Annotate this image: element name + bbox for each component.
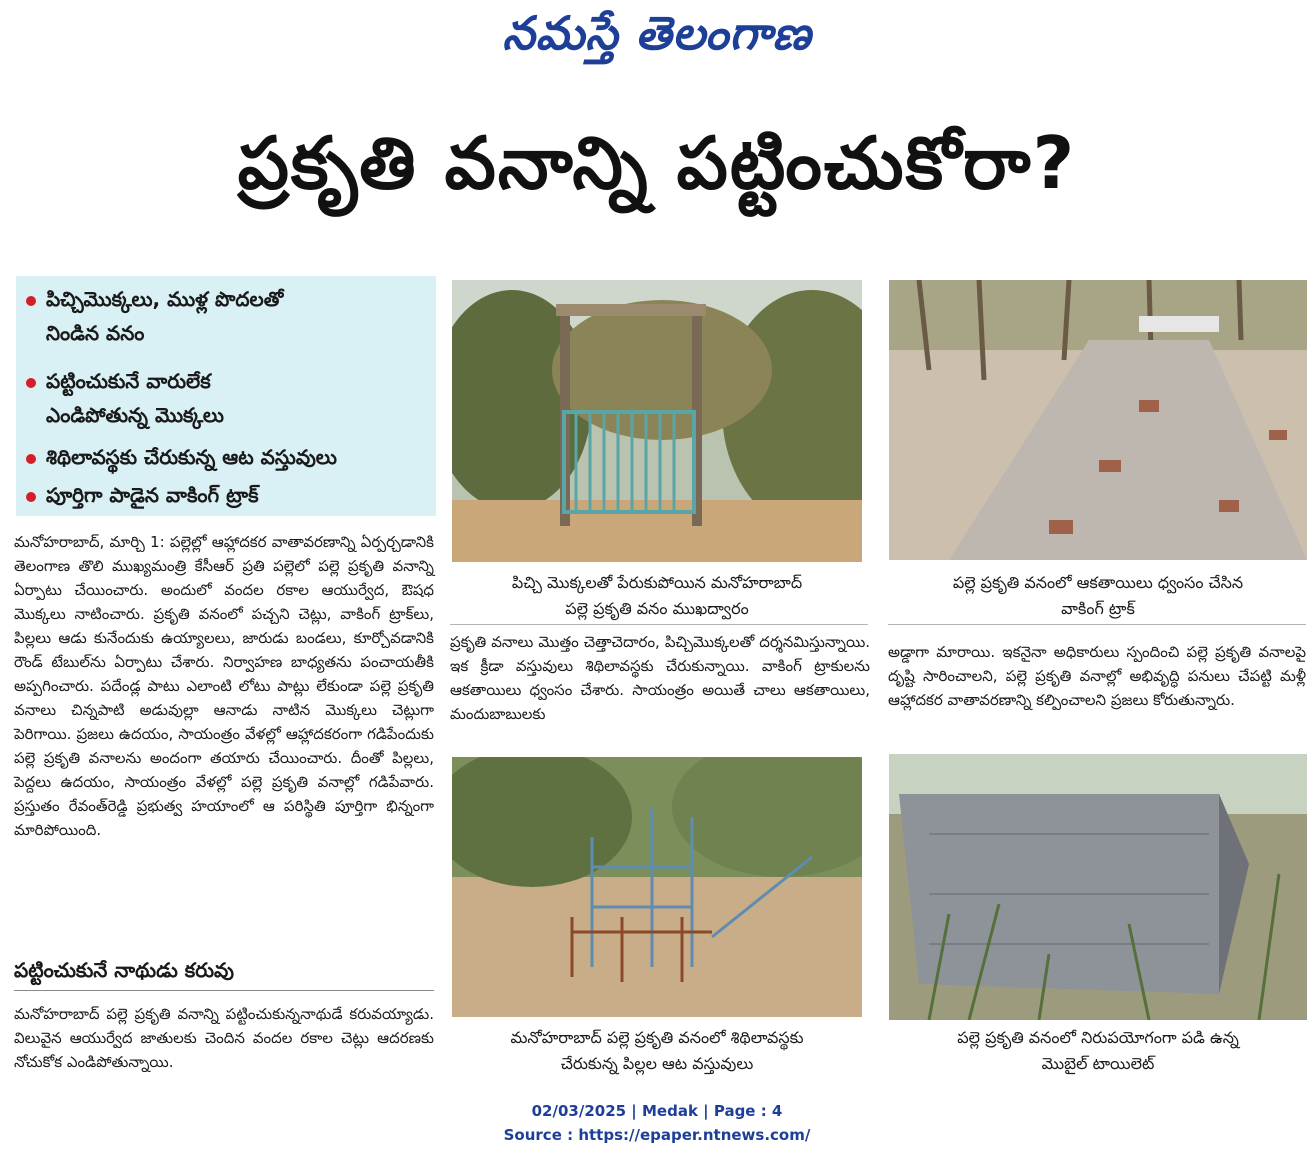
bullet-dot-icon xyxy=(26,296,36,306)
photo-walking-track xyxy=(889,280,1307,560)
article-paragraph: మనోహరాబాద్ పల్లె ప్రకృతి వనాన్ని పట్టించుకున్ననాథుడే కరువయ్యాడు. విలువైన ఆయుర్వేద జాతులకు చెందిన వందల రకాల చెట్లు ఆదరణకు నోచుకోక ఎండిపోతున్నాయి. xyxy=(14,1005,434,1071)
bullet-dot-icon xyxy=(26,454,36,464)
highlights-box xyxy=(16,276,436,516)
playground-photo-image xyxy=(452,757,862,1017)
article-subheading: పట్టించుకునే నాథుడు కరువు xyxy=(14,958,234,982)
column-rule xyxy=(450,624,868,625)
footer-date-line: 02/03/2025 | Medak | Page : 4 xyxy=(531,1102,783,1120)
headline: ప్రకృతి వనాన్ని పట్టించుకోరా? xyxy=(237,121,1077,205)
photo-gate xyxy=(452,280,862,562)
article-paragraph: మనోహరాబాద్, మార్చి 1: పల్లెల్లో ఆహ్లాదకర వాతావరణాన్ని ఏర్పర్చడానికి తెలంగాణ తొలి ముఖ్యమంత్రి కేసీఆర్ ప్రతి పల్లెలో పల్లె ప్రకృతి వనాన్ని ఏర్పాటు చేయించారు. అందులో వందల రకాల ఆయుర్వేద, ఔషధ మొక్కలు నాటించారు. ప్రకృతి వనంలో పచ్చని చెట్లు, వాకింగ్ ట్రాక్‌లు, పిల్లలు ఆడు కునేందుకు ఉయ్యాలలు, జారుడు బండలు, కూర్చోవడానికి రౌండ్ టేబుల్‌ను ఏర్పాటు చేశారు. నిర్వాహణ బాధ్యతను పంచాయతీకి అప్పగించారు. పదేండ్ల పాటు ఎలాంటి లోటు పాట్లు లేకుండా పల్లె ప్రకృతి వనాలు చిన్నపాటి అడువుల్లా ఆనాడు నాటిన మొక్కలు చెట్లుగా పెరిగాయి. ప్రజలు ఉదయం, సాయంత్రం వేళల్లో ఆహ్లాదకరంగా గడిపేందుకు పల్లె ప్రకృతి వనాలను అందంగా తయారు చేయించారు. దీంతో పిల్లలు, పెద్దలు ఉదయం, సాయంత్రం వేళల్లో పల్లె ప్రకృతి వనాల్లో గడిపేవారు. ప్రస్తుతం రేవంత్‌రెడ్డి ప్రభుత్వ హయాంలో ఆ పరిస్థితి పూర్తిగా భిన్నంగా మారిపోయింది. xyxy=(14,533,434,839)
photo-playground xyxy=(452,757,862,1017)
photo-mobile-toilet xyxy=(889,754,1307,1020)
photo-caption: పిచ్చి మొక్కలతో పేరుకుపోయిన మనోహరాబాద్ పల్లె ప్రకృతి వనం ముఖద్వారం xyxy=(511,573,803,618)
subheading-rule xyxy=(14,990,434,991)
highlight-item: పూర్తిగా పాడైన వాకింగ్ ట్రాక్ xyxy=(26,478,259,512)
masthead: నమస్తే తెలంగాణ xyxy=(502,6,812,60)
highlight-item: పిచ్చిమొక్కలు, ముళ్ల పొదలతో నిండిన వనం xyxy=(26,282,283,350)
photo-caption: పల్లె ప్రకృతి వనంలో ఆకతాయిలు ధ్వంసం చేసిన వాకింగ్ ట్రాక్ xyxy=(952,573,1244,618)
bullet-dot-icon xyxy=(26,378,36,388)
track-photo-image xyxy=(889,280,1307,560)
gate-photo-image xyxy=(452,280,862,562)
highlight-item: శిథిలావస్థకు చేరుకున్న ఆట వస్తువులు xyxy=(26,440,337,474)
highlight-item: పట్టించుకునే వారులేక ఎండిపోతున్న మొక్కలు xyxy=(26,364,224,432)
footer-source-link[interactable]: Source : https://epaper.ntnews.com/ xyxy=(503,1126,811,1144)
article-paragraph: అడ్డాగా మారాయి. ఇకనైనా అధికారులు స్పందించి పల్లె ప్రకృతి వనాలపై దృష్టి సారించాలని, పల్లె ప్రకృతి వనాల్లో అభివృద్ధి పనులు చేపట్టి మళ్లీ ఆహ్లాదకర వాతావరణాన్ని కల్పించాలని ప్రజలు కోరుతున్నారు. xyxy=(888,643,1306,709)
article-paragraph: ప్రకృతి వనాలు మొత్తం చెత్తాచెదారం, పిచ్చిమొక్కలతో దర్శనమిస్తున్నాయి. ఇక క్రీడా వస్తువులు శిథిలావస్థకు చేరుకున్నాయి. వాకింగ్ ట్రాకులను ఆకతాయిలు ధ్వంసం చేశారు. సాయంత్రం అయితే చాలు ఆకతాయిలు, మందుబాబులకు xyxy=(450,633,870,723)
photo-caption: పల్లె ప్రకృతి వనంలో నిరుపయోగంగా పడి ఉన్న మొబైల్ టాయిలెట్ xyxy=(957,1028,1239,1073)
bullet-dot-icon xyxy=(26,492,36,502)
toilet-photo-image xyxy=(889,754,1307,1020)
photo-caption: మనోహరాబాద్ పల్లె ప్రకృతి వనంలో శిథిలావస్థకు చేరుకున్న పిల్లల ఆట వస్తువులు xyxy=(510,1028,804,1073)
column-rule xyxy=(888,624,1306,625)
